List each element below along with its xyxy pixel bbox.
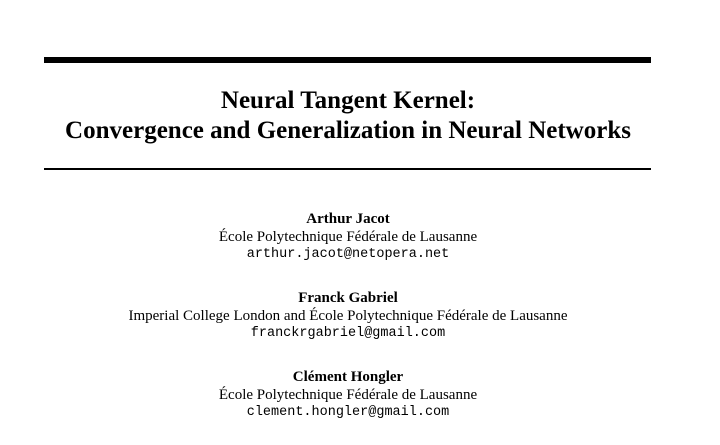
author-affiliation: École Polytechnique Fédérale de Lausanne (218, 387, 478, 403)
author-affiliation: École Polytechnique Fédérale de Lausanne (218, 229, 478, 245)
author-name: Arthur Jacot (306, 211, 390, 227)
author-name: Clément Hongler (292, 369, 404, 385)
title-line-2: Convergence and Generalization in Neural Networks (65, 117, 631, 144)
title-line-1: Neural Tangent Kernel: (220, 87, 476, 114)
author-block-1 (0, 210, 696, 264)
author-email: franckrgabriel@gmail.com (250, 326, 446, 341)
title-top-rule (44, 57, 651, 63)
author-name: Franck Gabriel (298, 290, 398, 306)
author-email: clement.hongler@gmail.com (246, 405, 450, 420)
author-affiliation: Imperial College London and École Polytechnique Fédérale de Lausanne (128, 308, 568, 324)
author-block-3 (0, 368, 696, 422)
title-bottom-rule (44, 168, 651, 170)
author-block-2 (0, 289, 696, 343)
author-email: arthur.jacot@netopera.net (246, 247, 450, 262)
paper-title (0, 86, 696, 146)
